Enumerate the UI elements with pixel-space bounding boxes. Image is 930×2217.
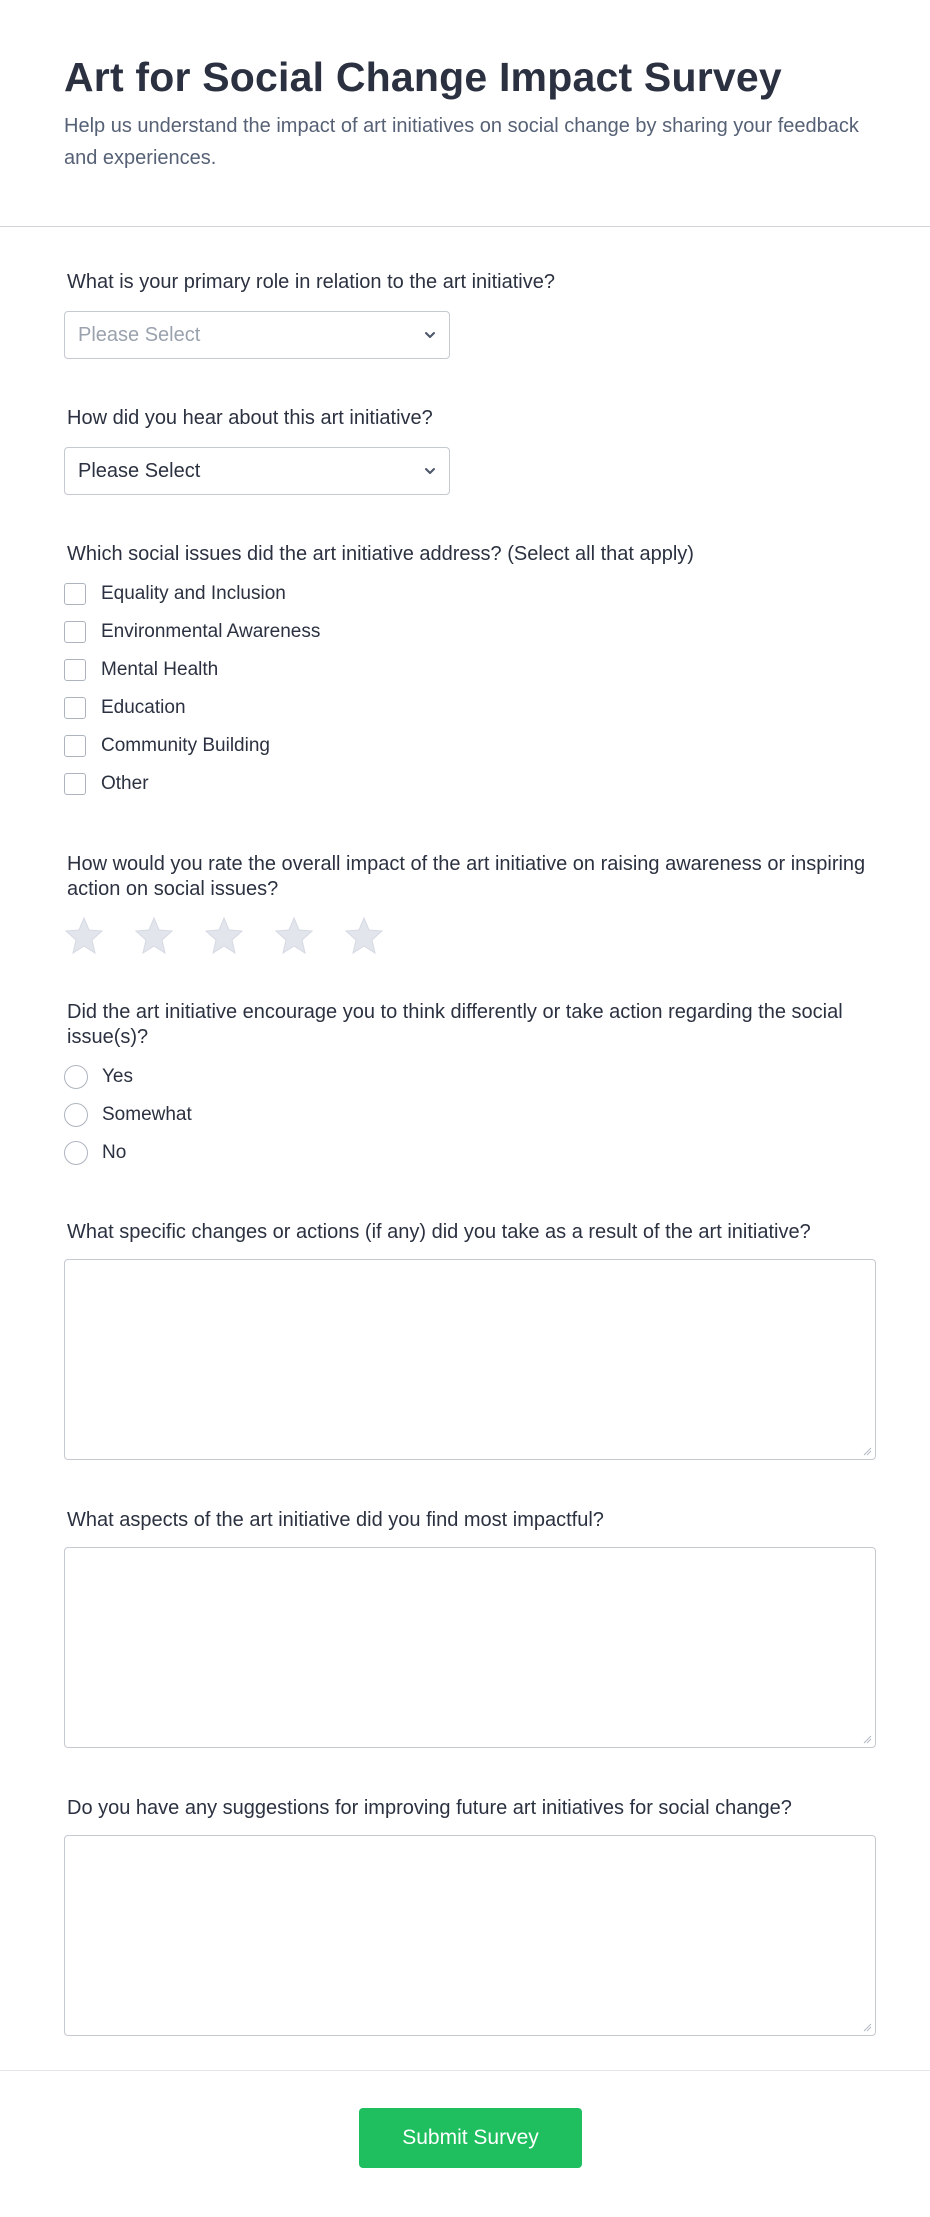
star-icon[interactable] xyxy=(344,916,384,954)
question-label: Did the art initiative encourage you to think differently or take action regarding the social issue(s)? xyxy=(67,1001,843,1048)
radio-option[interactable] xyxy=(64,1058,876,1096)
question-label: How would you rate the overall impact of the art initiative on raising awareness or inspiring action on social issues? xyxy=(67,853,866,900)
checkbox[interactable] xyxy=(64,697,86,719)
radio-option[interactable] xyxy=(64,1134,876,1172)
question-most-impactful xyxy=(64,1508,876,1748)
radio-button[interactable] xyxy=(64,1141,88,1165)
survey-header xyxy=(0,0,930,227)
question-label: What specific changes or actions (if any) did you take as a result of the art initiative? xyxy=(67,1221,811,1243)
select-value: Please Select xyxy=(78,459,201,482)
checkbox[interactable] xyxy=(64,735,86,757)
question-label: Which social issues did the art initiative address? (Select all that apply) xyxy=(67,543,694,565)
checkbox-option[interactable] xyxy=(64,727,876,765)
question-think-differently xyxy=(64,1000,876,1172)
question-primary-role xyxy=(64,270,876,359)
select-value: Please Select xyxy=(78,323,201,346)
page-title: Art for Social Change Impact Survey xyxy=(64,54,782,100)
question-label: How did you hear about this art initiative? xyxy=(67,407,433,429)
checkbox-option[interactable] xyxy=(64,613,876,651)
checkbox-label: Equality and Inclusion xyxy=(101,583,286,604)
checkbox-label: Environmental Awareness xyxy=(101,621,321,642)
checkbox-option[interactable] xyxy=(64,575,876,613)
checkbox[interactable] xyxy=(64,583,86,605)
star-icon[interactable] xyxy=(204,916,244,954)
radio-option[interactable] xyxy=(64,1096,876,1134)
chevron-down-icon xyxy=(423,328,437,342)
question-specific-changes xyxy=(64,1220,876,1460)
star-icon[interactable] xyxy=(64,916,104,954)
question-impact-rating xyxy=(64,852,876,954)
question-suggestions xyxy=(64,1796,876,2036)
checkbox-label: Community Building xyxy=(101,735,270,756)
question-label: What aspects of the art initiative did you find most impactful? xyxy=(67,1509,604,1531)
checkbox-label: Mental Health xyxy=(101,659,219,680)
form-footer xyxy=(0,2070,930,2217)
radio-label: No xyxy=(102,1142,127,1163)
chevron-down-icon xyxy=(423,464,437,478)
most-impactful-textarea[interactable] xyxy=(64,1547,876,1748)
resize-handle-icon[interactable] xyxy=(862,1446,872,1456)
resize-handle-icon[interactable] xyxy=(862,1734,872,1744)
page-subtitle: Help us understand the impact of art initiatives on social change by sharing your feedback and experiences. xyxy=(64,115,859,169)
checkbox-option[interactable] xyxy=(64,765,876,803)
star-rating xyxy=(64,916,876,954)
question-label: Do you have any suggestions for improving future art initiatives for social change? xyxy=(67,1797,792,1819)
primary-role-select[interactable] xyxy=(64,311,450,359)
question-social-issues xyxy=(64,542,876,803)
checkbox-option[interactable] xyxy=(64,689,876,727)
radio-button[interactable] xyxy=(64,1065,88,1089)
checkbox[interactable] xyxy=(64,621,86,643)
heard-about-select[interactable] xyxy=(64,447,450,495)
checkbox[interactable] xyxy=(64,659,86,681)
checkbox-label: Education xyxy=(101,697,186,718)
suggestions-textarea[interactable] xyxy=(64,1835,876,2036)
radio-button[interactable] xyxy=(64,1103,88,1127)
star-icon[interactable] xyxy=(134,916,174,954)
star-icon[interactable] xyxy=(274,916,314,954)
submit-survey-button[interactable]: Submit Survey xyxy=(359,2108,582,2168)
question-heard-about xyxy=(64,406,876,495)
checkbox-label: Other xyxy=(101,773,149,794)
checkbox-option[interactable] xyxy=(64,651,876,689)
radio-label: Yes xyxy=(102,1066,133,1087)
radio-label: Somewhat xyxy=(102,1104,192,1125)
resize-handle-icon[interactable] xyxy=(862,2022,872,2032)
question-label: What is your primary role in relation to the art initiative? xyxy=(67,271,555,293)
checkbox[interactable] xyxy=(64,773,86,795)
specific-changes-textarea[interactable] xyxy=(64,1259,876,1460)
